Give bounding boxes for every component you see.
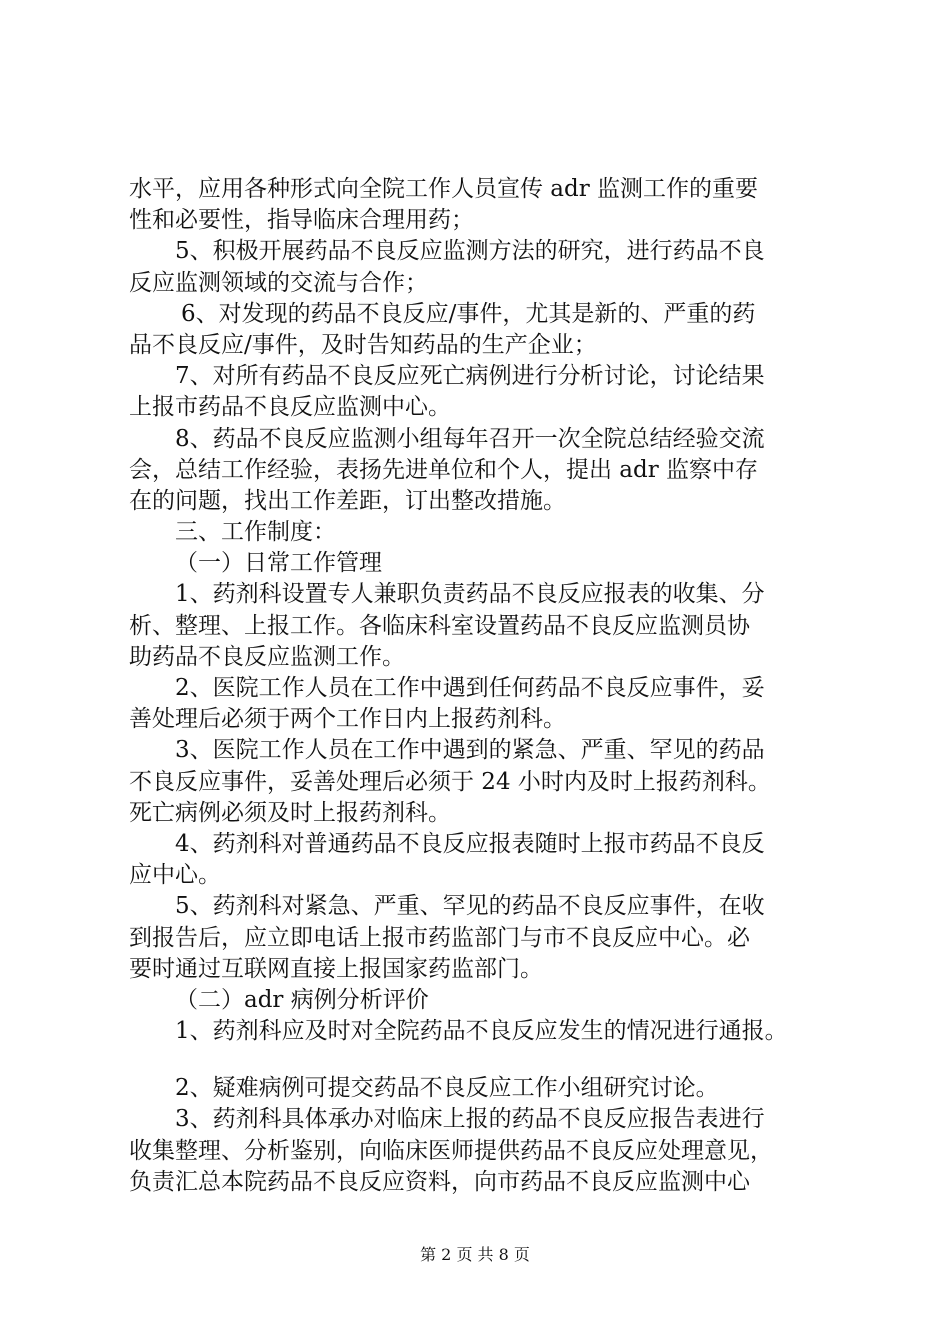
- text-line: 到报告后，应立即电话上报市药监部门与市不良反应中心。必: [129, 924, 750, 951]
- text-line: 析、整理、上报工作。各临床科室设置药品不良反应监测员协: [129, 612, 750, 639]
- paragraph-gap: [129, 1047, 831, 1073]
- text-line: 不良反应事件，妥善处理后必须于 24 小时内及时上报药剂科。: [129, 768, 771, 795]
- text-line: 1、药剂科设置专人兼职负责药品不良反应报表的收集、分: [175, 581, 765, 608]
- page-number-footer: 第 2 页 共 8 页: [420, 1245, 530, 1264]
- text-line: 6、对发现的药品不良反应/事件，尤其是新的、严重的药: [181, 300, 756, 327]
- subsection-heading: （一）日常工作管理: [175, 550, 382, 577]
- text-line: 应中心。: [129, 862, 221, 889]
- text-line: 1、药剂科应及时对全院药品不良反应发生的情况进行通报。: [175, 1018, 788, 1045]
- text-line: 在的问题，找出工作差距，订出整改措施。: [129, 487, 566, 514]
- text-line: 会，总结工作经验，表扬先进单位和个人，提出 adr 监察中存: [129, 456, 759, 483]
- text-line: 要时通过互联网直接上报国家药监部门。: [129, 955, 543, 982]
- text-line: 7、对所有药品不良反应死亡病例进行分析讨论，讨论结果: [175, 363, 765, 390]
- document-body: [129, 174, 831, 1198]
- text-line: 2、医院工作人员在工作中遇到任何药品不良反应事件，妥: [175, 675, 765, 701]
- text-line: 负责汇总本院药品不良反应资料，向市药品不良反应监测中心: [129, 1168, 750, 1195]
- text-line: 上报市药品不良反应监测中心。: [129, 394, 451, 421]
- subsection-heading: （二）adr 病例分析评价: [175, 986, 429, 1013]
- text-line: 善处理后必须于两个工作日内上报药剂科。: [129, 706, 566, 733]
- text-line: 品不良反应/事件，及时告知药品的生产企业；: [129, 331, 597, 358]
- text-line: 5、药剂科对紧急、严重、罕见的药品不良反应事件，在收: [175, 893, 765, 920]
- text-line: 3、药剂科具体承办对临床上报的药品不良反应报告表进行: [175, 1106, 765, 1133]
- text-line: 4、药剂科对普通药品不良反应报表随时上报市药品不良反: [175, 830, 765, 857]
- text-line: 收集整理、分析鉴别，向临床医师提供药品不良反应处理意见，: [129, 1137, 773, 1164]
- text-line: 死亡病例必须及时上报药剂科。: [129, 799, 451, 826]
- text-line: 3、医院工作人员在工作中遇到的紧急、严重、罕见的药品: [175, 737, 765, 764]
- text-line: 助药品不良反应监测工作。: [129, 643, 405, 670]
- text-line: 水平，应用各种形式向全院工作人员宣传 adr 监测工作的重要: [129, 176, 759, 202]
- text-line: 反应监测领域的交流与合作；: [129, 269, 428, 296]
- section-heading: 三、工作制度：: [175, 519, 336, 546]
- text-line: 2、疑难病例可提交药品不良反应工作小组研究讨论。: [175, 1075, 719, 1102]
- text-line: 8、药品不良反应监测小组每年召开一次全院总结经验交流: [175, 425, 765, 452]
- text-line: 性和必要性，指导临床合理用药；: [129, 207, 474, 234]
- text-line: 5、积极开展药品不良反应监测方法的研究，进行药品不良: [175, 238, 765, 265]
